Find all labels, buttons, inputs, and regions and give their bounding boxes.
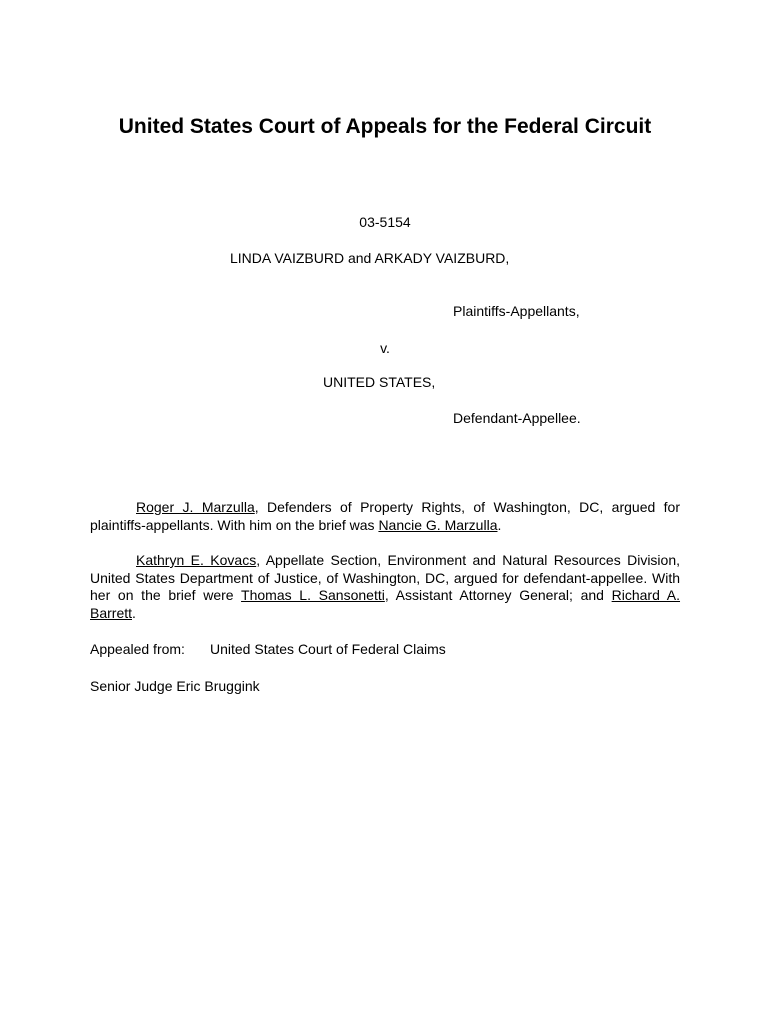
counsel-text: . [132,604,136,621]
counsel-name: Thomas L. Sansonetti [241,587,385,603]
case-number: 03-5154 [359,214,411,230]
plaintiffs-role: Plaintiffs-Appellants, [453,303,580,319]
appealed-from [90,641,446,657]
counsel-text: . [497,516,502,533]
appealed-from-value: United States Court of Federal Claims [210,641,446,657]
court-title: United States Court of Appeals for the Federal Circuit [118,115,652,138]
counsel-text: , Assistant Attorney General; and [384,587,612,603]
defendant-name: UNITED STATES, [323,374,436,390]
counsel-name: Nancie G. Marzulla [378,516,498,533]
counsel-paragraph-plaintiffs [90,499,680,534]
counsel-name: Kathryn E. Kovacs [136,552,257,568]
defendant-role: Defendant-Appellee. [453,410,581,426]
appealed-from-label: Appealed from: [90,641,185,657]
counsel-paragraph-defendant [90,552,680,622]
plaintiffs-names: LINDA VAIZBURD and ARKADY VAIZBURD, [230,250,510,266]
counsel-name: Richard A. Barrett [90,587,681,621]
counsel-name: Roger J. Marzulla [136,499,255,515]
versus: v. [380,340,390,356]
counsel-text: , Defenders of Property Rights, of Washington, DC, argued for plaintiffs-appellants. With him on the brief was [90,499,681,533]
trial-judge: Senior Judge Eric Bruggink [90,678,260,694]
counsel-text: , Appellate Section, Environment and Natural Resources Division, United States Department of Justice, of Washington, DC, argued for defendant-appellee. With her on the brief were [90,552,681,603]
